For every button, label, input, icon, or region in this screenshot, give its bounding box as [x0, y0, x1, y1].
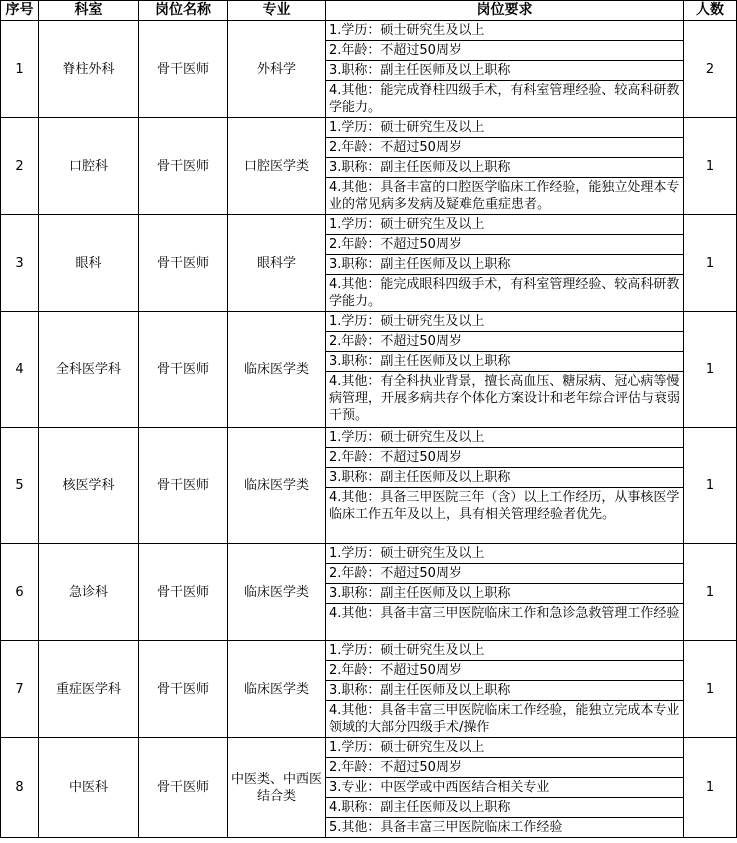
major: 临床医学类 [228, 312, 326, 428]
requirements [326, 118, 684, 215]
header-dept: 科室 [39, 1, 139, 21]
department: 眼科 [39, 215, 139, 312]
department: 重症医学科 [39, 641, 139, 738]
headcount: 1 [684, 738, 737, 838]
table-row [1, 215, 737, 312]
requirement-line: 1.学历：硕士研究生及以上 [326, 215, 683, 235]
requirement-line: 1.学历：硕士研究生及以上 [326, 118, 683, 138]
requirement-line: 3.职称：副主任医师及以上职称 [326, 681, 683, 701]
post-name: 骨干医师 [139, 738, 228, 838]
department: 核医学科 [39, 428, 139, 544]
requirements [326, 738, 684, 838]
requirement-line: 1.学历：硕士研究生及以上 [326, 544, 683, 564]
requirement-line: 3.职称：副主任医师及以上职称 [326, 255, 683, 275]
row-number: 4 [1, 312, 39, 428]
requirement-line: 4.其他：具备三甲医院三年（含）以上工作经历，从事核医学临床工作五年及以上，具有相关管理经验者优先。 [329, 490, 680, 522]
major: 口腔医学类 [228, 118, 326, 215]
requirement-line: 4.其他：具备丰富三甲医院临床工作和急诊急救管理工作经验 [329, 606, 680, 621]
requirement-line: 4.其他：能完成眼科四级手术，有科室管理经验、较高科研教学能力。 [329, 277, 680, 309]
requirement-line: 1.学历：硕士研究生及以上 [326, 312, 683, 332]
requirement-line: 2.年龄：不超过50周岁 [326, 332, 683, 352]
post-name: 骨干医师 [139, 641, 228, 738]
row-number: 8 [1, 738, 39, 838]
headcount: 2 [684, 21, 737, 118]
requirement-line: 4.其他：具备丰富的口腔医学临床工作经验，能独立处理本专业的常见病多发病及疑难危重症患者。 [329, 180, 680, 212]
requirement-line: 2.年龄：不超过50周岁 [326, 41, 683, 61]
post-name: 骨干医师 [139, 215, 228, 312]
row-number: 3 [1, 215, 39, 312]
department: 全科医学科 [39, 312, 139, 428]
table-row [1, 544, 737, 641]
major: 临床医学类 [228, 641, 326, 738]
table-row [1, 21, 737, 118]
row-number: 1 [1, 21, 39, 118]
requirement-line: 2.年龄：不超过50周岁 [326, 235, 683, 255]
table-row [1, 641, 737, 738]
requirement-line: 1.学历：硕士研究生及以上 [326, 21, 683, 41]
table-row [1, 118, 737, 215]
row-number: 2 [1, 118, 39, 215]
requirement-line: 4.其他：能完成脊柱四级手术，有科室管理经验、较高科研教学能力。 [329, 83, 680, 115]
header-row [1, 1, 737, 21]
table-row [1, 738, 737, 838]
department: 口腔科 [39, 118, 139, 215]
requirements [326, 428, 684, 544]
post-name: 骨干医师 [139, 544, 228, 641]
row-number: 6 [1, 544, 39, 641]
requirements [326, 544, 684, 641]
requirement-line: 1.学历：硕士研究生及以上 [326, 738, 683, 758]
requirements [326, 21, 684, 118]
requirement-line: 3.职称：副主任医师及以上职称 [326, 61, 683, 81]
requirement-line: 4.职称：副主任医师及以上职称 [326, 798, 683, 818]
department: 中医科 [39, 738, 139, 838]
requirements [326, 215, 684, 312]
headcount: 1 [684, 641, 737, 738]
requirement-line: 1.学历：硕士研究生及以上 [326, 428, 683, 448]
requirement-line: 3.职称：副主任医师及以上职称 [326, 352, 683, 372]
row-number: 7 [1, 641, 39, 738]
header-post: 岗位名称 [139, 1, 228, 21]
major: 外科学 [228, 21, 326, 118]
major: 临床医学类 [228, 428, 326, 544]
major: 中医类、中西医结合类 [228, 738, 326, 838]
requirement-line: 2.年龄：不超过50周岁 [326, 138, 683, 158]
major: 临床医学类 [228, 544, 326, 641]
requirement-line: 2.年龄：不超过50周岁 [326, 564, 683, 584]
requirement-line: 1.学历：硕士研究生及以上 [326, 641, 683, 661]
headcount: 1 [684, 428, 737, 544]
headcount: 1 [684, 118, 737, 215]
header-no: 序号 [1, 1, 39, 21]
table-row [1, 312, 737, 428]
requirement-line: 5.其他：具备丰富三甲医院临床工作经验 [329, 820, 563, 835]
header-count: 人数 [684, 1, 737, 21]
header-major: 专业 [228, 1, 326, 21]
headcount: 1 [684, 312, 737, 428]
table-row [1, 428, 737, 544]
requirement-line: 4.其他：具备丰富三甲医院临床工作经验，能独立完成本专业领域的大部分四级手术/操作 [329, 703, 680, 735]
requirements [326, 312, 684, 428]
headcount: 1 [684, 215, 737, 312]
requirements [326, 641, 684, 738]
header-requirements: 岗位要求 [326, 1, 684, 21]
requirement-line: 2.年龄：不超过50周岁 [326, 661, 683, 681]
requirement-line: 3.职称：副主任医师及以上职称 [326, 468, 683, 488]
post-name: 骨干医师 [139, 118, 228, 215]
post-name: 骨干医师 [139, 21, 228, 118]
major: 眼科学 [228, 215, 326, 312]
requirement-line: 2.年龄：不超过50周岁 [326, 758, 683, 778]
row-number: 5 [1, 428, 39, 544]
requirement-line: 3.职称：副主任医师及以上职称 [326, 584, 683, 604]
department: 急诊科 [39, 544, 139, 641]
headcount: 1 [684, 544, 737, 641]
requirement-line: 3.专业：中医学或中西医结合相关专业 [326, 778, 683, 798]
post-name: 骨干医师 [139, 312, 228, 428]
post-name: 骨干医师 [139, 428, 228, 544]
requirement-line: 2.年龄：不超过50周岁 [326, 448, 683, 468]
requirement-line: 4.其他：有全科执业背景，擅长高血压、糖尿病、冠心病等慢病管理，开展多病共存个体化方案设计和老年综合评估与衰弱干预。 [329, 374, 681, 423]
department: 脊柱外科 [39, 21, 139, 118]
requirement-line: 3.职称：副主任医师及以上职称 [326, 158, 683, 178]
